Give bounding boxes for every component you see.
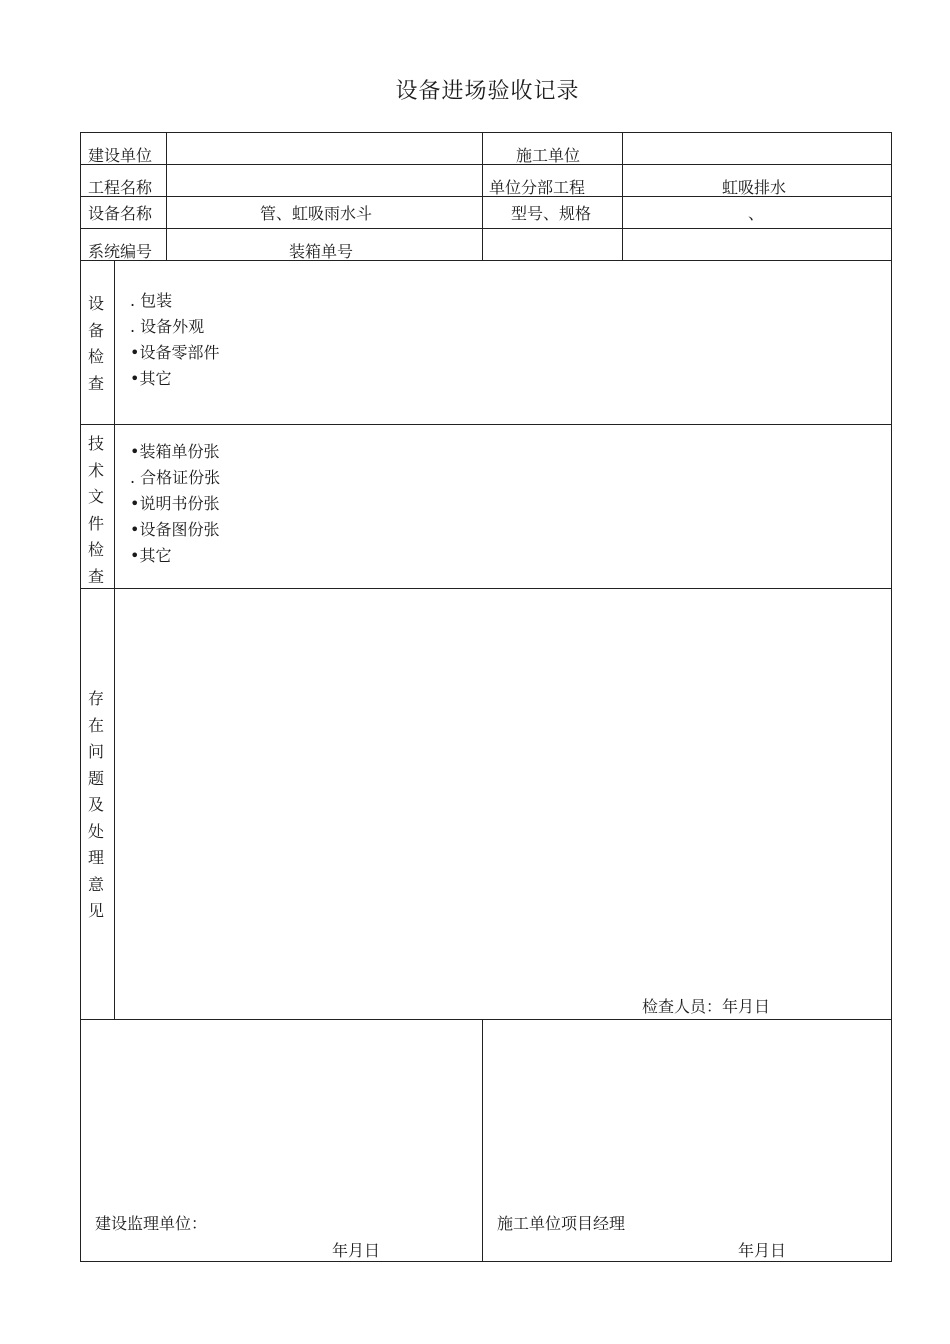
list-item: •说明书份张 [130,494,220,513]
inspector-line: 检查人员：年月日 [642,997,771,1016]
packing-list-number-label: 装箱单号 [289,242,354,261]
construction-unit-label: 施工单位 [516,146,581,165]
model-spec-label: 型号、规格 [511,204,592,223]
equipment-check-label: 设 备 检 查 [87,294,104,393]
project-manager-signature-label: 施工单位项目经理 [497,1214,626,1233]
project-name-label: 工程名称 [88,178,153,197]
system-number-label: 系统编号 [88,242,153,261]
sub-project-value: 虹吸排水 [722,178,787,197]
list-item: . 设备外观 [130,317,205,336]
model-spec-value: 、 [748,204,765,223]
supervision-date: 年月日 [332,1241,381,1260]
supervision-signature-label: 建设监理单位： [95,1214,208,1233]
list-item: •其它 [130,546,172,565]
equipment-check-list [130,288,219,392]
tech-docs-check-list [130,439,220,569]
equipment-name-value: 管、虹吸雨水斗 [260,204,373,223]
tech-docs-check-label: 技 术 文 件 检 查 [87,434,104,586]
issues-label: 存 在 问 题 及 处 理 意 见 [87,689,104,920]
list-item: •设备零部件 [130,343,220,362]
list-item: . 合格证份张 [130,468,221,487]
project-manager-date: 年月日 [738,1241,787,1260]
build-unit-label: 建设单位 [88,146,153,165]
list-item: •设备图份张 [130,520,220,539]
equipment-name-label: 设备名称 [88,204,153,223]
list-item: •装箱单份张 [130,442,220,461]
page-title: 设备进场验收记录 [395,79,580,104]
list-item: •其它 [130,369,172,388]
list-item: . 包装 [130,291,173,310]
sub-project-label: 单位分部工程 [489,178,586,197]
